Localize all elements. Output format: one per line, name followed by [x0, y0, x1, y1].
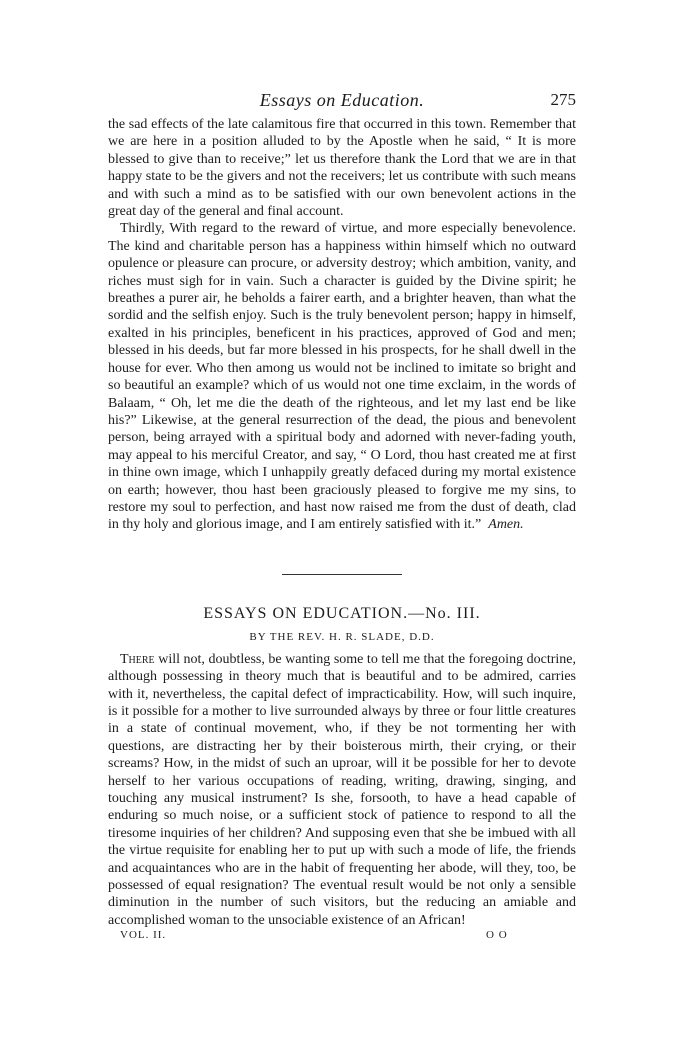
paragraph-continued: the sad effects of the late calamitous fire that occurred in this town. Remember that we are here in a position alluded to by the Apostle when he said, “ It is more blessed to give than to receive;” let us therefore thank the Lord that we are in that happy state to be the givers and not the receivers; let us contribute with such means and with such a mind as to be satisfied with our own benevolent actions in the great day of the general and final account.: [108, 117, 576, 220]
volume-mark: VOL. II.: [120, 929, 167, 942]
page-number: 275: [550, 90, 576, 109]
essay-title: ESSAYS ON EDUCATION.—No. III.: [203, 604, 481, 622]
paragraph-thirdly: [108, 220, 576, 533]
section-divider: [282, 574, 402, 575]
signature-mark: O O: [486, 929, 508, 942]
running-title: Essays on Education.: [259, 90, 425, 110]
closing-amen: Amen.: [488, 517, 524, 533]
author-byline: BY THE REV. H. R. SLADE, D.D.: [249, 630, 435, 643]
running-head: [108, 86, 576, 116]
article-benevolence: [108, 116, 576, 534]
opening-word: There: [120, 651, 155, 667]
page-footer: [108, 929, 576, 945]
article-essays-education: [108, 651, 576, 930]
paragraph-thirdly-text: Thirdly, With regard to the reward of virtue, and more especially benevolence. The kind and charitable person has a happiness within himself which no outward opulence or pleasure can procure, or adversity destroy; which ambition, vanity, and riches must sigh for in vain. Such a character is guided by the Divine spirit; he breathes a purer air, he beholds a fairer earth, and a brighter heaven, than what the sordid and the selfish enjoy. Such is the truly benevolent person; happy in himself, exalted in his principles, beneficent in his practices, approved of God and men; blessed in his deeds, but far more blessed in his prospects, for he shall dwell in the house for ever. Who then among us would not be inclined to imitate so bright and so beautiful an example? which of us would not one time exclaim, in the words of Balaam, “ Oh, let me die the death of the righteous, and let my last end be like his?” Likewise, at the general resurrection of the dead, the pious and benevolent person, being arrayed with a spiritual body and adorned with never-fading youth, may appeal to his merciful Creator, and say, “ O Lord, thou hast created me at first in thine own image, which I unhappily greatly defaced during my mortal existence on earth; however, thou hast been graciously pleased to forgive me my sins, to restore my soul to perfection, and hast now raised me from the dust of death, clad in thy holy and glorious image, and I am entirely satisfied with it.”: [108, 221, 576, 533]
book-page: [108, 86, 576, 945]
paragraph-opening: [108, 651, 576, 930]
paragraph-opening-text: will not, doubtless, be wanting some to tell me that the foregoing doctrine, although possessing in theory much that is beautiful and to be admired, carries with it, nevertheless, the capital defect of impracticability. How, will such inquire, is it possible for a mother to live surrounded always by three or four little creatures in a state of continual movement, who, if they be not tormenting her with questions, are distracting her by their boisterous mirth, their crying, or their screams? How, in the midst of such an uproar, will it be possible for her to devote herself to her various occupations of reading, writing, drawing, singing, and touching any musical instrument? Is she, forsooth, to have a head capable of enduring so much noise, or a sufficient stock of patience to respond to all the tiresome inquiries of her children? And supposing even that she be imbued with all the virtue requisite for enabling her to put up with such a mode of life, the friends and acquaintances who are in the habit of frequenting her abode, will they, too, be possessed of equal resignation? The eventual result would be not only a sensible diminution in the number of such visitors, but the reducing an amiable and accomplished woman to the unsociable existence of an African!: [108, 651, 576, 928]
